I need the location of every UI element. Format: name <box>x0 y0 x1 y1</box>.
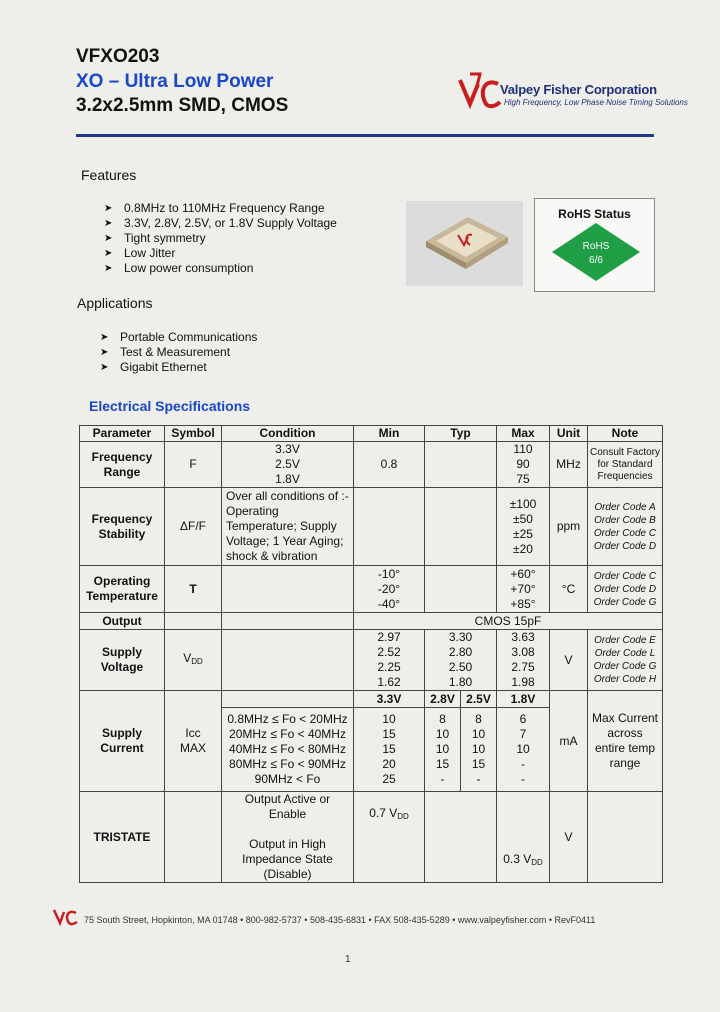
condition-cell <box>222 613 354 630</box>
table-row <box>80 792 663 883</box>
page-number: 1 <box>345 954 351 965</box>
table-row <box>80 488 663 566</box>
arrow-bullet-icon: ➤ <box>100 332 109 343</box>
min-cell: 2.97 2.52 2.25 1.62 <box>354 630 425 691</box>
unit-cell: ppm <box>550 488 588 566</box>
note-cell: Order Code C Order Code D Order Code G <box>588 566 663 613</box>
max-cell: 0.3 $V_{DD}$ <box>497 792 550 883</box>
rohs-badge-icon <box>551 222 641 282</box>
applications-heading: Applications <box>77 295 153 311</box>
condition-cell: Over all conditions of :- Operating Temperature; Supply Voltage; 1 Year Aging; shock & vibration <box>222 488 354 566</box>
unit-cell: V <box>550 792 588 883</box>
symbol-cell <box>165 792 222 883</box>
symbol-cell: F <box>165 442 222 488</box>
table-row <box>80 691 663 708</box>
arrow-bullet-icon: ➤ <box>104 203 113 214</box>
col-header: Min <box>354 426 425 442</box>
condition-cell: Output Active or Enable Output in High Impedance State (Disable) <box>222 792 354 883</box>
condition-cell <box>222 566 354 613</box>
list-item: ➤ Test & Measurement <box>100 345 231 359</box>
typ-cell <box>425 792 497 883</box>
rohs-badge-label: RoHS <box>582 241 610 252</box>
note-cell: Max Current across entire temp range <box>588 691 663 792</box>
col-header: Unit <box>550 426 588 442</box>
typ-cell <box>425 442 497 488</box>
typ-cell: 3.30 2.80 2.50 1.80 <box>425 630 497 691</box>
list-item: ➤ Tight symmetry <box>104 231 206 245</box>
applications-list <box>100 330 257 375</box>
current-col-25: 8 10 10 15 - <box>461 708 497 792</box>
param-tristate: TRISTATE <box>80 792 165 883</box>
param-supply-voltage: Supply Voltage <box>80 630 165 691</box>
company-name: Valpey Fisher Corporation <box>500 82 657 97</box>
param-freq-range: Frequency Range <box>80 442 165 488</box>
features-heading: Features <box>81 167 137 183</box>
current-col-33: 10 15 15 20 25 <box>354 708 425 792</box>
unit-cell: °C <box>550 566 588 613</box>
param-supply-current: Supply Current <box>80 691 165 792</box>
rohs-title: RoHS Status <box>558 207 631 221</box>
arrow-bullet-icon: ➤ <box>104 233 113 244</box>
spec-table <box>79 425 663 883</box>
condition-cell <box>222 691 354 708</box>
header-rule <box>76 134 654 137</box>
condition-cell <box>222 630 354 691</box>
package-title: 3.2x2.5mm SMD, CMOS <box>76 95 289 116</box>
symbol-cell <box>165 613 222 630</box>
symbol-cell: Icc MAX <box>165 691 222 792</box>
table-row <box>80 566 663 613</box>
condition-cell: 3.3V 2.5V 1.8V <box>222 442 354 488</box>
volt-header-33: 3.3V <box>354 691 425 708</box>
param-op-temp: Operating Temperature <box>80 566 165 613</box>
output-value: CMOS 15pF <box>354 613 663 630</box>
col-header: Typ <box>425 426 497 442</box>
product-subtitle: XO – Ultra Low Power <box>76 71 274 92</box>
list-item: ➤ Low Jitter <box>104 246 176 260</box>
col-header: Parameter <box>80 426 165 442</box>
param-freq-stability: Frequency Stability <box>80 488 165 566</box>
list-item: ➤ 0.8MHz to 110MHz Frequency Range <box>104 201 325 215</box>
product-image <box>406 201 523 286</box>
arrow-bullet-icon: ➤ <box>104 218 113 229</box>
col-header: Max <box>497 426 550 442</box>
table-row <box>80 630 663 691</box>
symbol-cell: T <box>165 566 222 613</box>
max-cell: 110 90 75 <box>497 442 550 488</box>
unit-cell: mA <box>550 691 588 792</box>
electrical-heading: Electrical Specifications <box>89 398 251 414</box>
arrow-bullet-icon: ➤ <box>104 263 113 274</box>
part-number: VFXO203 <box>76 46 160 67</box>
vfc-logo-icon <box>456 70 502 112</box>
table-row <box>80 442 663 488</box>
arrow-bullet-icon: ➤ <box>104 248 113 259</box>
list-item: ➤ Portable Communications <box>100 330 258 344</box>
company-tagline: High Frequency, Low Phase Noise Timing Solutions <box>504 98 688 107</box>
note-cell <box>588 792 663 883</box>
vfc-footer-logo-icon <box>52 905 78 927</box>
list-item: ➤ 3.3V, 2.8V, 2.5V, or 1.8V Supply Voltage <box>104 216 337 230</box>
volt-header-25: 2.5V <box>461 691 497 708</box>
unit-cell: V <box>550 630 588 691</box>
current-col-18: 6 7 10 - - <box>497 708 550 792</box>
max-cell: 3.63 3.08 2.75 1.98 <box>497 630 550 691</box>
rohs-badge-value: 6/6 <box>589 255 603 266</box>
volt-header-18: 1.8V <box>497 691 550 708</box>
oscillator-chip-icon <box>406 201 523 286</box>
current-col-28: 8 10 10 15 - <box>425 708 461 792</box>
list-item: ➤ Gigabit Ethernet <box>100 360 207 374</box>
min-cell: 0.7 $V_{DD}$ <box>354 792 425 883</box>
arrow-bullet-icon: ➤ <box>100 347 109 358</box>
col-header: Condition <box>222 426 354 442</box>
arrow-bullet-icon: ➤ <box>100 362 109 373</box>
table-header-row <box>80 426 663 442</box>
symbol-cell: ΔF/F <box>165 488 222 566</box>
footer-address: 75 South Street, Hopkinton, MA 01748 • 800-982-5737 • 508-435-6831 • FAX 508-435-5289 • www.valpeyfisher.com • RevF0411 <box>84 915 596 925</box>
volt-header-28: 2.8V <box>425 691 461 708</box>
note-cell: Order Code E Order Code L Order Code G Order Code H <box>588 630 663 691</box>
features-list <box>104 201 337 276</box>
list-item: ➤ Low power consumption <box>104 261 254 275</box>
max-cell: +60° +70° +85° <box>497 566 550 613</box>
param-output: Output <box>80 613 165 630</box>
col-header: Note <box>588 426 663 442</box>
table-row <box>80 613 663 630</box>
unit-cell: MHz <box>550 442 588 488</box>
max-cell: ±100 ±50 ±25 ±20 <box>497 488 550 566</box>
min-cell: -10° -20° -40° <box>354 566 425 613</box>
symbol-cell: $V_{DD}$ <box>165 630 222 691</box>
typ-cell <box>425 566 497 613</box>
col-header: Symbol <box>165 426 222 442</box>
min-cell: 0.8 <box>354 442 425 488</box>
note-cell: Consult Factory for Standard Frequencies <box>588 442 663 488</box>
condition-cell: 0.8MHz ≤ Fo < 20MHz 20MHz ≤ Fo < 40MHz 40MHz ≤ Fo < 80MHz 80MHz ≤ Fo < 90MHz 90MHz < Fo <box>222 708 354 792</box>
typ-cell <box>425 488 497 566</box>
note-cell: Order Code A Order Code B Order Code C Order Code D <box>588 488 663 566</box>
min-cell <box>354 488 425 566</box>
